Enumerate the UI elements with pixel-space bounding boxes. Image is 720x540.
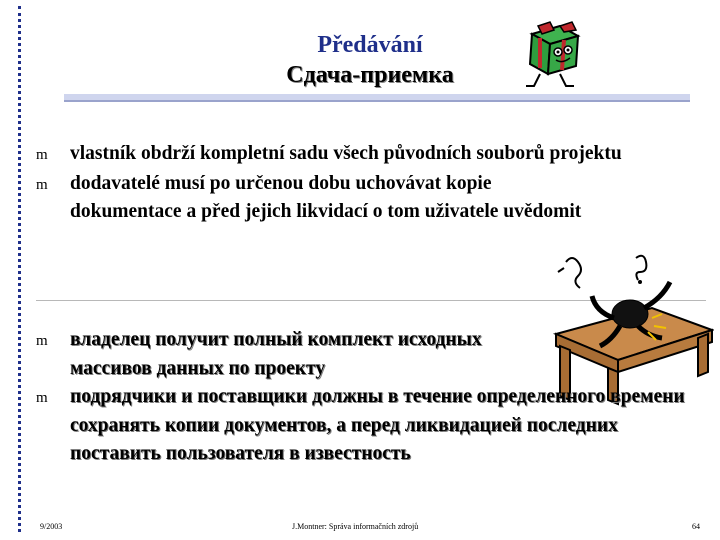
bullet-marker: m [36, 333, 48, 349]
slide-dotted-border [18, 6, 27, 532]
slide-footer [0, 522, 720, 536]
bullet-marker: m [36, 390, 48, 406]
bullet-text: владелец получит полный комплект исходных массивов данных по проекту [70, 329, 482, 379]
footer-date: 9/2003 [40, 522, 63, 531]
title-russian: Сдача-приемка [286, 62, 454, 88]
bullet-marker: m [36, 147, 48, 163]
footer-author: J.Montner: Správa informačních zdrojů [292, 522, 419, 531]
bullet-text: vlastník obdrží kompletní sadu všech původních souborů projektu [70, 143, 622, 164]
list-item [36, 326, 706, 383]
footer-page-number: 64 [692, 522, 700, 531]
bullet-marker: m [36, 176, 48, 193]
title-underline [64, 94, 690, 102]
slide-title [180, 30, 560, 90]
list-item [36, 140, 706, 170]
title-czech: Předávání [317, 32, 423, 58]
list-item [36, 383, 706, 469]
walking-box-clipart [520, 18, 590, 90]
bullets-czech [36, 140, 706, 227]
bullet-text: подрядчики и поставщики должны в течение определенного времени сохранять копии документов, а перед ликвидацией последних поставить пользователя в известность [70, 386, 685, 464]
bullets-russian [36, 326, 706, 469]
list-item [36, 170, 706, 227]
bullet-text: dodavatelé musí po určenou dobu uchovávat kopie dokumentace a před jejich likvidací o tom uživatele uvědomit [70, 172, 582, 222]
